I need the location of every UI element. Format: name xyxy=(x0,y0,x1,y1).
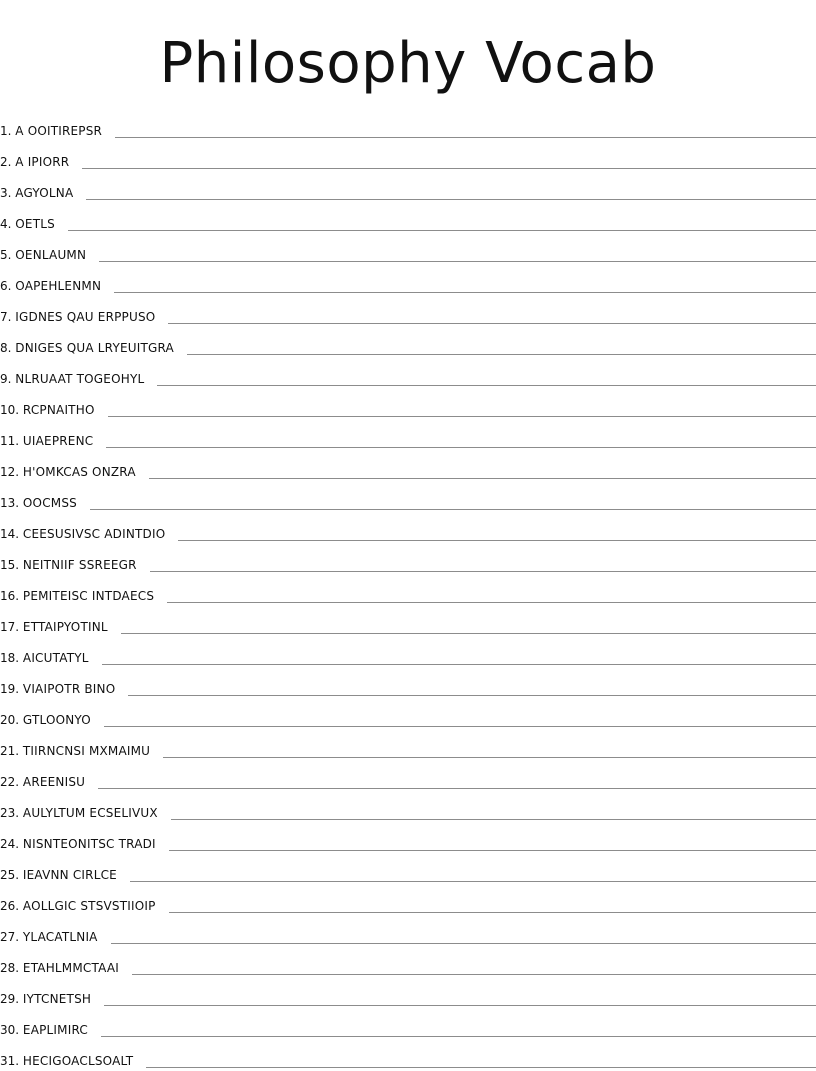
scrambled-word: NISNTEONITSC TRADI xyxy=(22,837,156,851)
list-item-3 xyxy=(0,172,816,203)
list-item-27 xyxy=(0,916,816,947)
item-number: 16. xyxy=(0,589,23,603)
scrambled-word: ETTAIPYOTINL xyxy=(22,620,108,634)
answer-blank-line[interactable] xyxy=(98,776,816,789)
list-item-23 xyxy=(0,792,816,823)
item-number: 15. xyxy=(0,558,23,572)
answer-blank-line[interactable] xyxy=(149,466,816,479)
scrambled-word: GTLOONYO xyxy=(22,713,91,727)
list-item-16 xyxy=(0,575,816,606)
scrambled-word: H'OMKCAS ONZRA xyxy=(22,465,136,479)
answer-blank-line[interactable] xyxy=(114,280,816,293)
item-number: 18. xyxy=(0,651,23,665)
answer-blank-line[interactable] xyxy=(132,962,816,975)
item-number: 4. xyxy=(0,217,16,231)
scrambled-word: EAPLIMIRC xyxy=(22,1023,88,1037)
answer-blank-line[interactable] xyxy=(130,869,816,882)
answer-blank-line[interactable] xyxy=(68,218,816,231)
answer-blank-line[interactable] xyxy=(150,559,816,572)
scrambled-word: ETAHLMMCTAAI xyxy=(22,961,119,975)
item-number: 24. xyxy=(0,837,23,851)
answer-blank-line[interactable] xyxy=(86,187,816,200)
answer-blank-line[interactable] xyxy=(169,900,816,913)
scrambled-word: YLACATLNIA xyxy=(22,930,98,944)
item-number: 2. xyxy=(0,155,16,169)
scrambled-word: IYTCNETSH xyxy=(22,992,92,1006)
answer-blank-line[interactable] xyxy=(108,404,816,417)
answer-blank-line[interactable] xyxy=(146,1055,816,1068)
scrambled-word: AOLLGIC STSVSTIIOIP xyxy=(22,899,156,913)
list-item-10 xyxy=(0,389,816,420)
item-number: 23. xyxy=(0,806,23,820)
answer-blank-line[interactable] xyxy=(102,652,816,665)
list-item-13 xyxy=(0,482,816,513)
item-number: 20. xyxy=(0,713,23,727)
scrambled-word-list xyxy=(0,110,816,1071)
item-number: 30. xyxy=(0,1023,23,1037)
scrambled-word: IEAVNN CIRLCE xyxy=(22,868,117,882)
list-item-9 xyxy=(0,358,816,389)
answer-blank-line[interactable] xyxy=(157,373,816,386)
list-item-25 xyxy=(0,854,816,885)
list-item-11 xyxy=(0,420,816,451)
answer-blank-line[interactable] xyxy=(187,342,816,355)
answer-blank-line[interactable] xyxy=(99,249,816,262)
item-number: 6. xyxy=(0,279,16,293)
item-number: 5. xyxy=(0,248,16,262)
list-item-18 xyxy=(0,637,816,668)
item-number: 25. xyxy=(0,868,23,882)
item-number: 19. xyxy=(0,682,23,696)
scrambled-word: A IPIORR xyxy=(15,155,70,169)
item-number: 21. xyxy=(0,744,23,758)
list-item-8 xyxy=(0,327,816,358)
scrambled-word: VIAIPOTR BINO xyxy=(22,682,116,696)
item-number: 9. xyxy=(0,372,16,386)
list-item-4 xyxy=(0,203,816,234)
list-item-29 xyxy=(0,978,816,1009)
list-item-1 xyxy=(0,110,816,141)
scrambled-word: AULYLTUM ECSELIVUX xyxy=(22,806,158,820)
scrambled-word: OOCMSS xyxy=(22,496,77,510)
answer-blank-line[interactable] xyxy=(121,621,816,634)
list-item-21 xyxy=(0,730,816,761)
scrambled-word: DNIGES QUA LRYEUITGRA xyxy=(15,341,174,355)
list-item-26 xyxy=(0,885,816,916)
answer-blank-line[interactable] xyxy=(169,838,816,851)
item-number: 29. xyxy=(0,992,23,1006)
answer-blank-line[interactable] xyxy=(104,714,816,727)
item-number: 26. xyxy=(0,899,23,913)
page-title: Philosophy Vocab xyxy=(159,31,657,96)
scrambled-word: IGDNES QAU ERPPUSO xyxy=(15,310,156,324)
list-item-30 xyxy=(0,1009,816,1040)
answer-blank-line[interactable] xyxy=(168,311,816,324)
scrambled-word: AREENISU xyxy=(22,775,86,789)
scrambled-word: OENLAUMN xyxy=(15,248,87,262)
list-item-15 xyxy=(0,544,816,575)
item-number: 1. xyxy=(0,124,16,138)
answer-blank-line[interactable] xyxy=(167,590,816,603)
scrambled-word: OETLS xyxy=(15,217,55,231)
item-number: 28. xyxy=(0,961,23,975)
scrambled-word: OAPEHLENMN xyxy=(15,279,102,293)
list-item-6 xyxy=(0,265,816,296)
item-number: 22. xyxy=(0,775,23,789)
scrambled-word: CEESUSIVSC ADINTDIO xyxy=(22,527,166,541)
list-item-22 xyxy=(0,761,816,792)
answer-blank-line[interactable] xyxy=(128,683,816,696)
scrambled-word: NLRUAAT TOGEOHYL xyxy=(15,372,145,386)
answer-blank-line[interactable] xyxy=(178,528,816,541)
scrambled-word: RCPNAITHO xyxy=(22,403,95,417)
item-number: 11. xyxy=(0,434,23,448)
item-number: 12. xyxy=(0,465,23,479)
scrambled-word: PEMITEISC INTDAECS xyxy=(22,589,155,603)
list-item-24 xyxy=(0,823,816,854)
scrambled-word: AGYOLNA xyxy=(15,186,74,200)
list-item-17 xyxy=(0,606,816,637)
answer-blank-line[interactable] xyxy=(115,125,816,138)
answer-blank-line[interactable] xyxy=(163,745,816,758)
item-number: 13. xyxy=(0,496,23,510)
scrambled-word: NEITNIIF SSREEGR xyxy=(22,558,137,572)
answer-blank-line[interactable] xyxy=(90,497,816,510)
answer-blank-line[interactable] xyxy=(82,156,816,169)
scrambled-word: AICUTATYL xyxy=(22,651,89,665)
item-number: 3. xyxy=(0,186,16,200)
item-number: 14. xyxy=(0,527,23,541)
answer-blank-line[interactable] xyxy=(104,993,816,1006)
item-number: 7. xyxy=(0,310,16,324)
list-item-12 xyxy=(0,451,816,482)
item-number: 10. xyxy=(0,403,23,417)
list-item-14 xyxy=(0,513,816,544)
scrambled-word: UIAEPRENC xyxy=(22,434,94,448)
list-item-2 xyxy=(0,141,816,172)
list-item-28 xyxy=(0,947,816,978)
item-number: 17. xyxy=(0,620,23,634)
item-number: 8. xyxy=(0,341,16,355)
scrambled-word: TIIRNCNSI MXMAIMU xyxy=(22,744,151,758)
answer-blank-line[interactable] xyxy=(111,931,816,944)
item-number: 31. xyxy=(0,1054,23,1068)
answer-blank-line[interactable] xyxy=(106,435,816,448)
list-item-5 xyxy=(0,234,816,265)
list-item-19 xyxy=(0,668,816,699)
list-item-20 xyxy=(0,699,816,730)
scrambled-word: A OOITIREPSR xyxy=(15,124,103,138)
scrambled-word: HECIGOACLSOALT xyxy=(22,1054,134,1068)
answer-blank-line[interactable] xyxy=(101,1024,816,1037)
list-item-7 xyxy=(0,296,816,327)
item-number: 27. xyxy=(0,930,23,944)
answer-blank-line[interactable] xyxy=(171,807,816,820)
